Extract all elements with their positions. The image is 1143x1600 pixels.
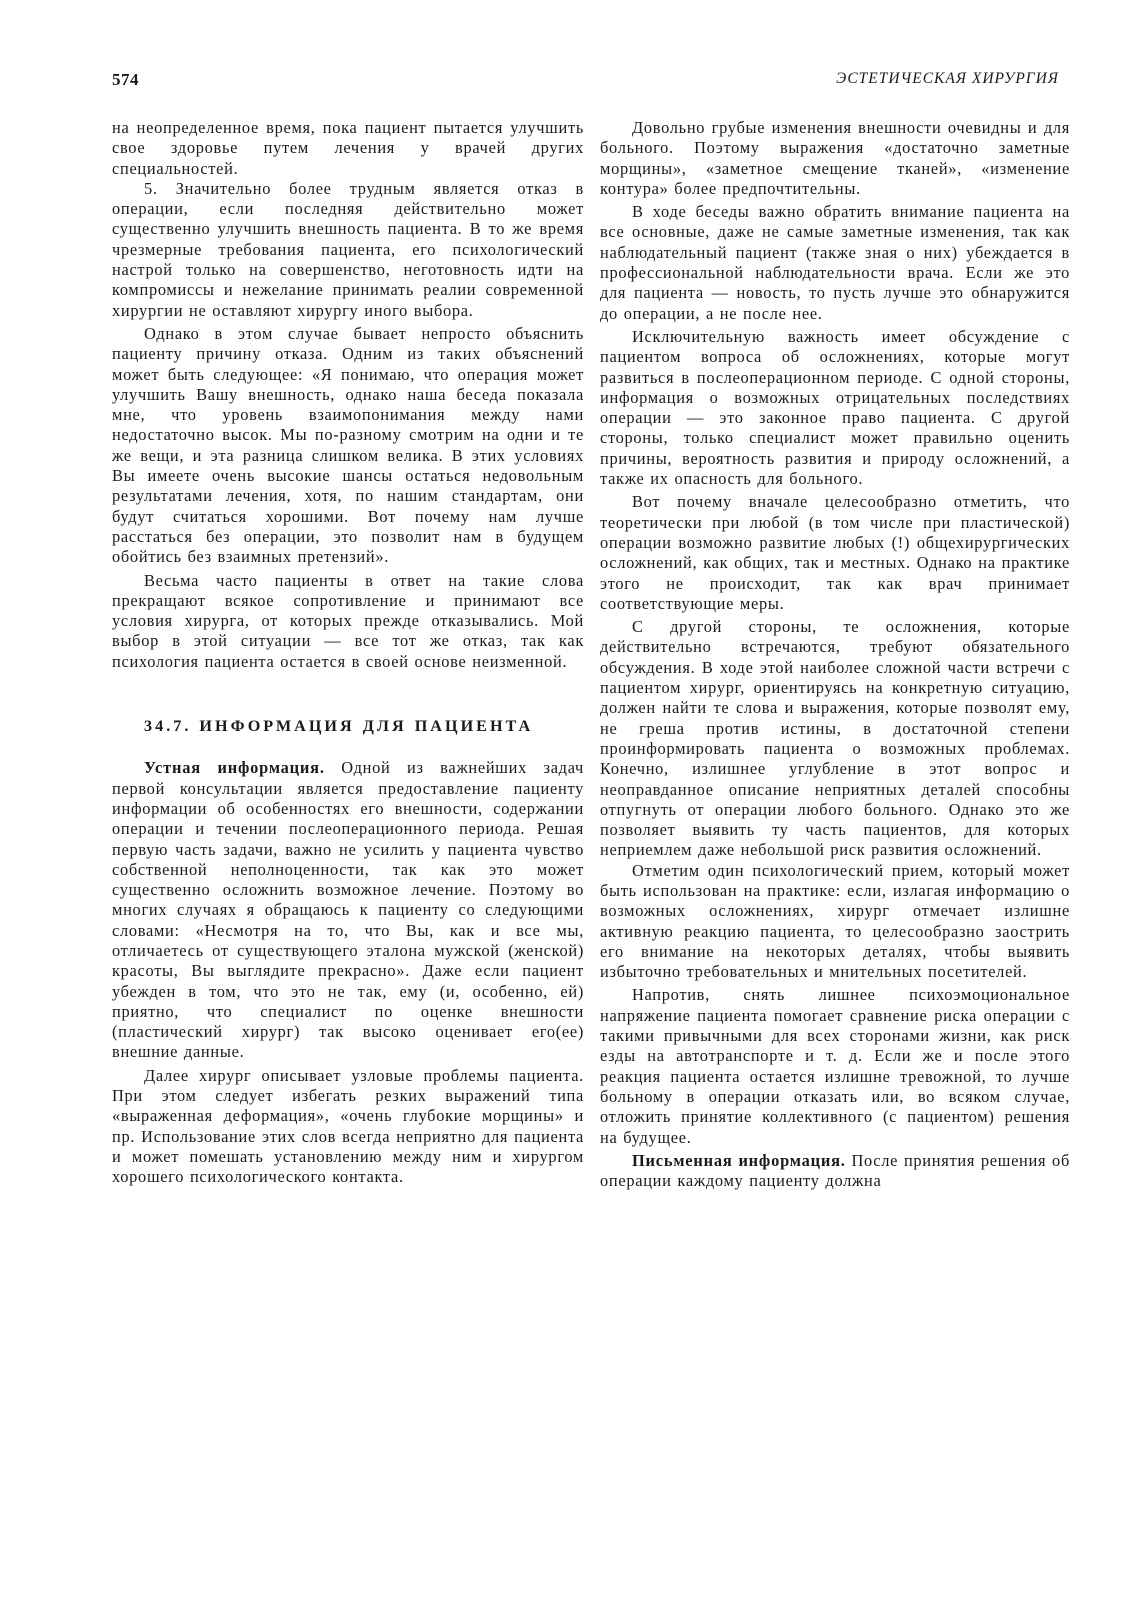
paragraph: на неопределенное время, пока пациент пытается улучшить свое здоровье путем лечения у врачей других специальностей. <box>112 118 584 178</box>
paragraph: Вот почему вначале целесообразно отметить, что теоретически при любой (в том числе при пластической) операции возможно развитие любых (!) общехирургических осложнений, как общих, так и местных. Однако на практике этого не происходит, так как врач принимает соответствующие меры. <box>600 492 1070 613</box>
paragraph: Весьма часто пациенты в ответ на такие слова прекращают всякое сопротивление и принимают все условия хирурга, от которых прежде отказывались. Мой выбор в этой ситуации — все тот же отказ, так как психология пациента остается в своей основе неизменной. <box>112 570 584 671</box>
paragraph-text: После принятия решения об операции каждому пациенту должна <box>600 1150 1070 1191</box>
running-title: ЭСТЕТИЧЕСКАЯ ХИРУРГИЯ <box>836 70 1059 87</box>
right-column <box>600 118 1070 1191</box>
paragraph: Однако в этом случае бывает непросто объяснить пациенту причину отказа. Одним из таких объяснений может быть следующее: «Я понимаю, что операция может улучшить Вашу внешность, однако наша беседа показала мне, что уровень взаимопонимания между нами недостаточно высок. Мы по-разному смотрим на одни и те же вещи, и эта разница слишком велика. В этих условиях Вы имеете очень высокие шансы остаться недовольным результатами лечения, хотя, по нашим стандартам, они будут считаться хорошими. Вот почему нам лучше расстаться без операции, это позволит нам в будущем обойтись без взаимных претензий». <box>112 323 584 567</box>
paragraph: Довольно грубые изменения внешности очевидны и для больного. Поэтому выражения «достаточно заметные морщины», «заметное смещение тканей», «изменение контура» более предпочтительны. <box>600 118 1070 198</box>
paragraph: Напротив, снять лишнее психоэмоциональное напряжение пациента помогает сравнение риска операции с такими привычными для всех сторонами жизни, как риск езды на автотранспорте и т. д. Если же и после этого реакция пациента остается излишне тревожной, то лучше больному в операции отказать или, во всяком случае, отложить принятие коллективного (с пациентом) решения на будущее. <box>600 985 1070 1147</box>
paragraph: С другой стороны, те осложнения, которые действительно встречаются, требуют обязательного обсуждения. В ходе этой наиболее сложной части встречи с пациентом хирург, ориентируясь на конкретную ситуацию, должен найти те слова и выражения, которые позволят ему, не греша против истины, в достаточной степени проинформировать пациента о возможных проблемах. Конечно, излишнее углубление в этот вопрос и неоправданное описание неприятных деталей способны отпугнуть от операции любого больного. Однако это же позволяет выявить ту часть пациентов, для которых неприемлем даже небольшой риск развития осложнений. <box>600 617 1070 860</box>
paragraph: Далее хирург описывает узловые проблемы пациента. При этом следует избегать резких выражений типа «выраженная деформация», «очень глубокие морщины» и пр. Использование этих слов всегда неприятно для пациента и может помешать установлению между ним и хирургом хорошего психологического контакта. <box>112 1065 584 1187</box>
paragraph: Исключительную важность имеет обсуждение с пациентом вопроса об осложнениях, которые могут развиться в послеоперационном периоде. С одной стороны, информация о возможных отрицательных последствиях операции — это законное право пациента. С другой стороны, только специалист может правильно оценить причины, вероятность развития и природу осложнений, а также их опасность для больного. <box>600 326 1070 489</box>
paragraph: Отметим один психологический прием, который может быть использован на практике: если, излагая информацию о возможных осложнениях, хирург отмечает излишне активную реакцию пациента, то целесообразно заострить его внимание на некоторых деталях, чтобы выявить избыточно требовательных и мнительных посетителей. <box>600 860 1070 982</box>
page-number: 574 <box>112 70 139 89</box>
left-column <box>112 118 584 1188</box>
run-in-heading: Письменная информация. <box>632 1150 846 1170</box>
paragraph: 5. Значительно более трудным является отказ в операции, если последняя действительно может существенно улучшить внешность пациента. В то же время чрезмерные требования пациента, его психологический настрой только на совершенство, неготовность идти на компромиссы и нежелание принимать реалии современной хирургии не оставляют хирургу иного выбора. <box>112 178 584 320</box>
paragraph-text: Одной из важнейших задач первой консультации является предоставление пациенту информации об особенностях его внешности, содержании операции и течении послеоперационного периода. Решая первую часть задачи, важно не усилить у пациента чувство собственной неполноценности, так как это может существенно осложнить возможное лечение. Поэтому во многих случаях я обращаюсь к пациенту со следующими словами: «Несмотря на то, что Вы, как и все мы, отличаетесь от существующего эталона мужской (женской) красоты, Вы выглядите прекрасно». Даже если пациент убежден в том, что это не так, ему (и, особенно, ей) приятно, что специалист по оценке внешности (пластический хирург) так высоко оценивает его(ее) внешние данные. <box>112 758 584 1062</box>
paragraph-oral-information <box>112 758 584 1062</box>
section-heading: 34.7. ИНФОРМАЦИЯ ДЛЯ ПАЦИЕНТА <box>144 717 534 736</box>
paragraph: В ходе беседы важно обратить внимание пациента на все основные, даже не самые заметные изменения, так как наблюдательный пациент (также зная о них) убеждается в профессиональной наблюдательности врача. Если же это для пациента — новость, то пусть лучше это обнаружится до операции, а не после нее. <box>600 202 1070 323</box>
paragraph-written-information <box>600 1151 1070 1192</box>
run-in-heading: Устная информация. <box>144 758 325 778</box>
page-header <box>112 70 1059 96</box>
